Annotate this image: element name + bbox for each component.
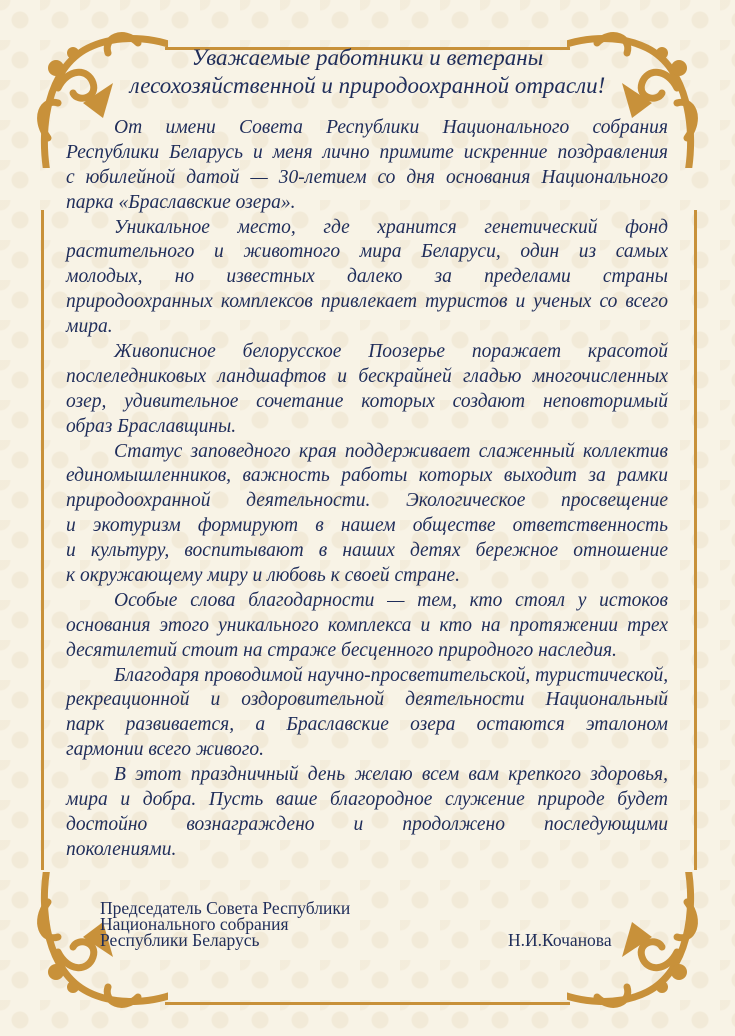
heading-line: лесохозяйственной и природоохранной отрасли! bbox=[129, 73, 606, 98]
text-line: послеледниковых ландшафтов и бескрайней гладью многочисленных bbox=[66, 365, 668, 387]
text-line: основания этого уникального комплекса и кто на протяжении трех bbox=[66, 614, 668, 636]
text-line: к окружающему миру и любовь к своей стране. bbox=[66, 565, 460, 587]
text-line: От имени Совета Республики Национального собрания bbox=[114, 117, 668, 138]
text-line: с юбилейной датой — 30-летием со дня основания Национального bbox=[66, 166, 668, 188]
letter-body bbox=[66, 116, 668, 863]
paragraph bbox=[66, 763, 668, 863]
letter-heading bbox=[0, 44, 735, 100]
signatory-name: Н.И.Кочанова bbox=[508, 930, 612, 950]
text-line: Уникальное место, где хранится генетический фонд bbox=[114, 216, 668, 238]
text-line: природоохранных комплексов привлекает туристов и ученых со всего bbox=[66, 291, 668, 313]
left-border-line bbox=[41, 210, 44, 870]
text-line: десятилетий стоит на страже бесценного природного наследия. bbox=[66, 639, 617, 661]
signature-position bbox=[100, 900, 350, 948]
text-line: парка «Браславские озера». bbox=[66, 191, 296, 213]
text-line: озер, удивительное сочетание которых создают неповторимый bbox=[66, 390, 668, 412]
paragraph bbox=[66, 440, 668, 589]
paragraph bbox=[66, 116, 668, 216]
text-line: Живописное белорусское Поозерье поражает красотой bbox=[114, 341, 668, 363]
text-line: растительного и животного мира Беларуси, один из самых bbox=[66, 241, 668, 263]
right-border-line bbox=[694, 210, 697, 870]
text-line: и культуру, воспитывают в наших детях бережное отношение bbox=[66, 540, 668, 562]
text-line: молодых, но известных далеко за пределами страны bbox=[66, 266, 668, 288]
text-line: достойно вознаграждено и продолжено последующими bbox=[66, 813, 668, 835]
text-line: мира и добра. Пусть ваше благородное служение природе будет bbox=[66, 789, 668, 811]
text-line: Республики Беларусь и меня лично примите искренние поздравления bbox=[66, 141, 668, 163]
signature-line: Председатель Совета Республики bbox=[100, 898, 351, 918]
heading-line: Уважаемые работники и ветераны bbox=[191, 45, 544, 70]
text-line: парк развивается, а Браславские озера остаются эталоном bbox=[66, 714, 668, 736]
text-line: Благодаря проводимой научно-просветительской, туристической, bbox=[114, 664, 669, 686]
paragraph bbox=[66, 340, 668, 440]
text-line: гармонии всего живого. bbox=[66, 739, 264, 761]
signature-line: Республики Беларусь bbox=[100, 930, 260, 950]
text-line: поколениями. bbox=[66, 838, 177, 860]
text-line: Особые слова благодарности — тем, кто стоял у истоков bbox=[114, 589, 668, 611]
text-line: природоохранной деятельности. Экологическое просвещение bbox=[66, 490, 668, 512]
paragraph bbox=[66, 589, 668, 664]
bottom-border-line bbox=[165, 1002, 570, 1005]
text-line: рекреационной и оздоровительной деятельности Национальный bbox=[66, 689, 668, 711]
signature-line: Национального собрания bbox=[100, 914, 289, 934]
text-line: и экотуризм формируют в нашем обществе ответственность bbox=[66, 515, 668, 537]
paragraph bbox=[66, 216, 668, 340]
text-line: единомышленников, важность работы которых выходит за рамки bbox=[66, 465, 668, 487]
text-line: образ Браславщины. bbox=[66, 415, 237, 437]
paragraph bbox=[66, 664, 668, 764]
text-line: Статус заповедного края поддерживает слаженный коллектив bbox=[114, 440, 668, 462]
text-line: мира. bbox=[66, 316, 113, 338]
text-line: В этот праздничный день желаю всем вам крепкого здоровья, bbox=[114, 764, 668, 786]
